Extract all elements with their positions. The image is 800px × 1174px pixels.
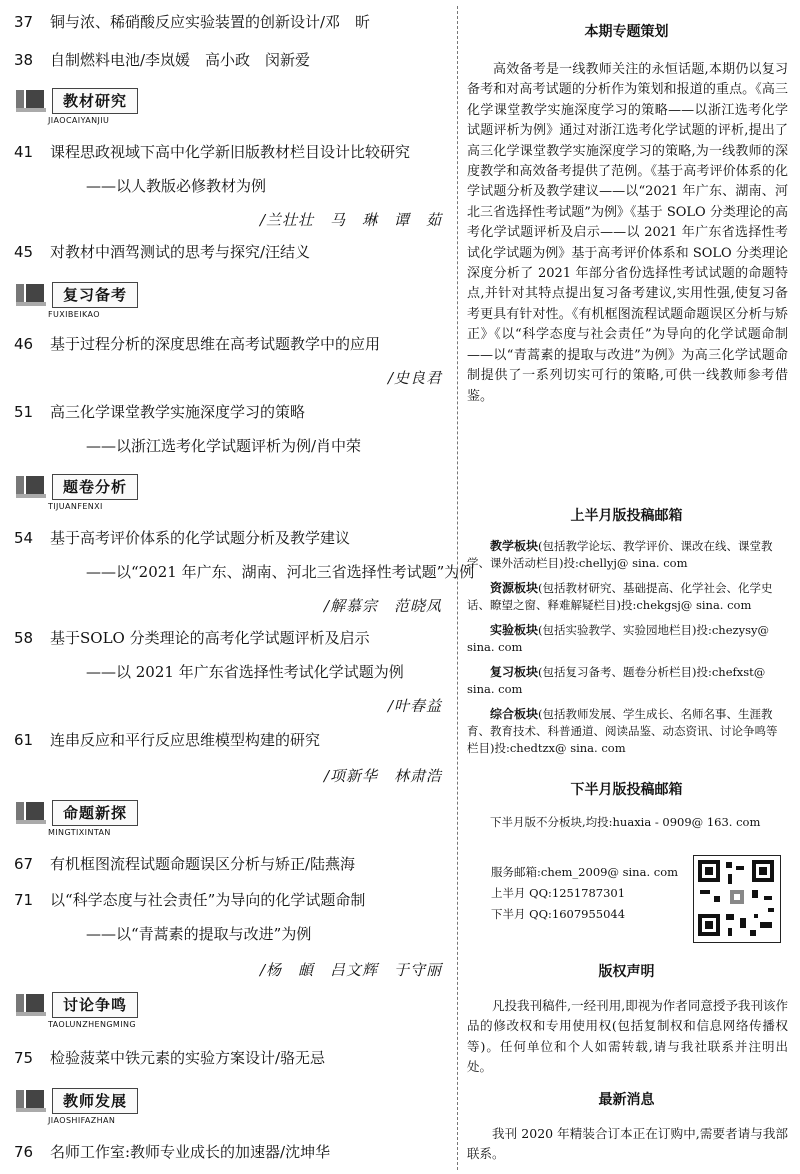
section-header-tijuan xyxy=(14,472,138,512)
article-subtitle: ——以“2021 年广东、湖南、河北三省选择性考试题”为例 xyxy=(86,563,475,581)
article-authors: /项新华 林肃浩 xyxy=(323,767,442,785)
lower-submission-heading: 下半月版投稿邮箱 xyxy=(570,782,683,798)
article-title: 课程思政视域下高中化学新旧版教材栏目设计比较研究 xyxy=(50,143,411,161)
toc-entry[interactable] xyxy=(14,1142,444,1162)
board-resources: 资源板块(包括教材研究、基础提高、化学社会、化学史话、瞭望之窗、释难解疑栏目)投:chekgsj@ sina. com xyxy=(467,581,773,612)
section-header-fuxi xyxy=(14,280,138,320)
section-title: 题卷分析 xyxy=(52,474,138,500)
article-title: 以“科学态度与社会责任”为导向的化学试题命制 xyxy=(50,891,366,909)
article-title: 检验菠菜中铁元素的实验方案设计/骆无忌 xyxy=(50,1049,326,1067)
board-teaching: 教学板块(包括教学论坛、教学评价、课改在线、课堂教学、课外活动栏目)投:chellyj@ sina. com xyxy=(467,539,773,570)
page-number: 37 xyxy=(14,13,34,31)
service-email: 服务邮箱:chem_2009@ sina. com xyxy=(491,865,679,879)
toc-entry[interactable] xyxy=(14,730,444,750)
section-title: 教师发展 xyxy=(52,1088,138,1114)
page-number: 61 xyxy=(14,731,34,749)
page-number: 67 xyxy=(14,855,34,873)
section-pinyin: TIJUANFENXI xyxy=(48,502,103,511)
page-number: 45 xyxy=(14,243,34,261)
article-title: 基于SOLO 分类理论的高考化学试题评析及启示 xyxy=(50,629,370,647)
section-header-mingti xyxy=(14,798,138,838)
toc-entry[interactable] xyxy=(14,50,444,70)
article-title: 有机框图流程试题命题误区分析与矫正/陆燕海 xyxy=(50,855,356,873)
page-number: 54 xyxy=(14,529,34,547)
toc-entry[interactable] xyxy=(14,628,444,648)
section-pinyin: JIAOCAIYANJIU xyxy=(48,116,110,125)
section-title: 命题新探 xyxy=(52,800,138,826)
toc-entry[interactable] xyxy=(14,334,444,354)
plan-heading: 本期专题策划 xyxy=(584,24,669,40)
page-number: 38 xyxy=(14,51,34,69)
article-title: 自制燃料电池/李岚媛 高小政 闵新爱 xyxy=(50,51,311,69)
toc-entry[interactable] xyxy=(14,1048,444,1068)
copyright-text: 凡投我刊稿件,一经刊用,即视为作者同意授予我刊该作品的修改权和专用使用权(包括复制权和信息网络传播权等)。任何单位和个人如需转载,请与我社联系并注明出处。 xyxy=(467,998,788,1075)
article-authors: /史良君 xyxy=(387,369,442,387)
page-number: 75 xyxy=(14,1049,34,1067)
submission-list xyxy=(467,538,788,757)
toc-entry[interactable] xyxy=(14,528,444,548)
board-experiment: 实验板块(包括实验教学、实验园地栏目)投:chezysy@ sina. com xyxy=(467,623,769,654)
article-title: 铜与浓、稀硝酸反应实验装置的创新设计/邓 昕 xyxy=(50,13,371,31)
article-title: 基于高考评价体系的化学试题分析及教学建议 xyxy=(50,529,351,547)
section-pinyin: JIAOSHIFAZHAN xyxy=(48,1116,116,1125)
article-authors: /兰壮壮 马 琳 谭 茹 xyxy=(259,211,442,229)
toc-entry[interactable] xyxy=(14,12,444,32)
article-authors: /解慕宗 范晓凤 xyxy=(323,597,442,615)
qr-code xyxy=(693,855,781,943)
article-title: 对教材中酒驾测试的思考与探究/汪结义 xyxy=(50,243,311,261)
page-number: 41 xyxy=(14,143,34,161)
toc-entry[interactable] xyxy=(14,242,444,262)
section-header-jiaocai xyxy=(14,86,138,126)
lower-submission-text: 下半月版不分板块,均投:huaxia - 0909@ 163. com xyxy=(490,815,761,829)
news-text: 我刊 2020 年精装合订本正在订购中,需要者请与我部联系。 xyxy=(467,1126,788,1162)
section-title: 教材研究 xyxy=(52,88,138,114)
page-number: 71 xyxy=(14,891,34,909)
column-divider xyxy=(457,6,458,1170)
article-title: 连串反应和平行反应思维模型构建的研究 xyxy=(50,731,321,749)
sidebar xyxy=(463,0,790,1174)
section-header-jiaoshi xyxy=(14,1086,138,1126)
board-comprehensive: 综合板块(包括教师发展、学生成长、名师名事、生涯教育、教育技术、科普通道、阅读品鉴、动态资讯、讨论争鸣等栏目)投:chedtzx@ sina. com xyxy=(467,707,778,755)
page-number: 76 xyxy=(14,1143,34,1161)
section-title: 复习备考 xyxy=(52,282,138,308)
article-subtitle: ——以浙江选考化学试题评析为例/肖中荣 xyxy=(86,437,362,455)
section-title: 讨论争鸣 xyxy=(52,992,138,1018)
article-subtitle: ——以“青蒿素的提取与改进”为例 xyxy=(86,925,312,943)
plan-text: 高效备考是一线教师关注的永恒话题,本期仍以复习备考和对高考试题的分析作为策划和报道的重点。《高三化学课堂教学实施深度学习的策略——以浙江选考化学试题评析为例》通过对浙江选考化学试题的评析,提出了高三化学课堂教学实施深度学习的策略,为一线教师的深度教学和高效备考提供了范例。《基于高考评价体系的化学试题分析及教学建议——以“2021 年广东、湖南、河北三省选择性考试题”为例》《基于 SOLO 分类理论的高考化学试题评析及启示——以 2021 年广东省选择性考试化学试题为例》基于高考评价体系和 SOLO 分类理论深度分析了 2021 年部分省份选择性考试试题的命题特点,并针对其特点提出复习备考建议,实用性强,使复习备考更具有针对性。《有机框图流程试题命题误区分析与矫正》《以“科学态度与社会责任”为导向的化学试题命制——以“青蒿素的提取与改进”为例》为高三化学试题命制提供了一系列切实可行的策略,可供一线教师参考借鉴。 xyxy=(467,62,788,404)
news-heading: 最新消息 xyxy=(598,1092,655,1108)
toc-entry[interactable] xyxy=(14,890,444,910)
page-number: 51 xyxy=(14,403,34,421)
section-pinyin: MINGTIXINTAN xyxy=(48,828,111,837)
contact-info xyxy=(491,862,691,925)
article-authors: /杨 頔 吕文辉 于守丽 xyxy=(259,961,442,979)
copyright-heading: 版权声明 xyxy=(598,964,655,980)
qq-upper: 上半月 QQ:1251787301 xyxy=(491,886,626,900)
article-authors: /叶春益 xyxy=(387,697,442,715)
article-title: 高三化学课堂教学实施深度学习的策略 xyxy=(50,403,306,421)
article-subtitle: ——以 2021 年广东省选择性考试化学试题为例 xyxy=(86,663,404,681)
qq-lower: 下半月 QQ:1607955044 xyxy=(491,907,626,921)
toc-entry[interactable] xyxy=(14,402,444,422)
page-number: 46 xyxy=(14,335,34,353)
upper-submission-heading: 上半月版投稿邮箱 xyxy=(570,508,683,524)
section-header-taolun xyxy=(14,990,138,1030)
board-review: 复习板块(包括复习备考、题卷分析栏目)投:chefxst@ sina. com xyxy=(467,665,766,696)
article-title: 名师工作室:教师专业成长的加速器/沈坤华 xyxy=(50,1143,331,1161)
toc-entry[interactable] xyxy=(14,854,444,874)
article-title: 基于过程分析的深度思维在高考试题教学中的应用 xyxy=(50,335,381,353)
section-pinyin: FUXIBEIKAO xyxy=(48,310,100,319)
page-number: 58 xyxy=(14,629,34,647)
section-pinyin: TAOLUNZHENGMING xyxy=(48,1020,136,1029)
article-subtitle: ——以人教版必修教材为例 xyxy=(86,177,267,195)
toc-entry[interactable] xyxy=(14,142,444,162)
